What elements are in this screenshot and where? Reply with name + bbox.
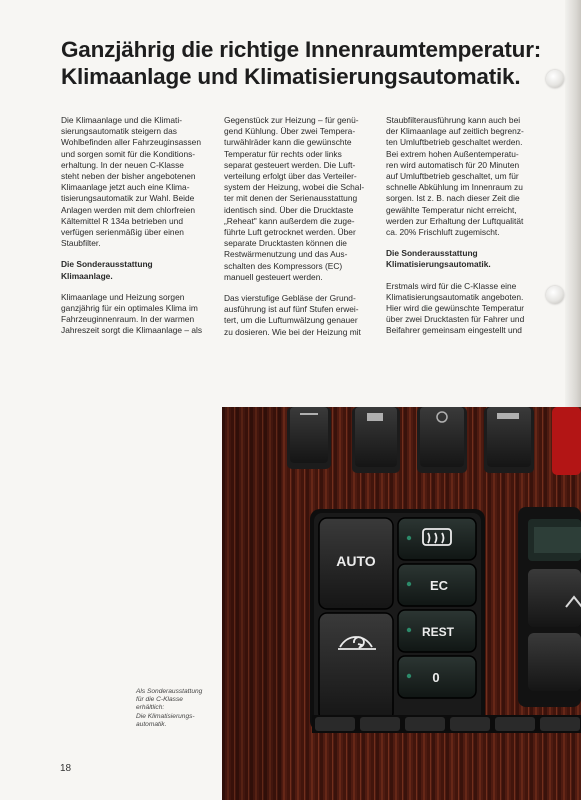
rest-button (398, 610, 476, 652)
text-line: Erstmals wird für die C-Klasse eine (386, 280, 517, 291)
binder-hole (546, 70, 564, 88)
headline-line: Ganzjährig die richtige Innenraumtemperatur: (61, 37, 542, 62)
text-line: Jahreszeit sorgt die Klimaanlage – als (61, 325, 203, 336)
text-line: tisierungsautomatik zur Wahl. Beide (61, 193, 195, 204)
text-line: manuell gesteuert werden. (224, 271, 323, 282)
text-line: Gegenstück zur Heizung – für genü- (224, 115, 359, 125)
text-line: werden zur Erhaltung der Luftqualität (386, 215, 524, 226)
text-line: separate Drucktasten können die (224, 238, 347, 249)
text-column-2 (224, 115, 384, 348)
text-line: Beifahrer gemeinsam eingestellt und (386, 325, 522, 336)
text-line: Klimaanlage und Heizung sorgen (61, 291, 185, 302)
text-line: Fahrzeuginnenraum. In der warmen (61, 314, 195, 325)
text-line: ca. 20% Frischluft zugemischt. (386, 227, 500, 238)
body-paragraph (224, 293, 384, 338)
text-line: Die Klimaanlage und die Klimati- (61, 115, 183, 125)
body-paragraph (61, 115, 221, 249)
text-line: gend Kühlung. Über zwei Tempera- (224, 126, 356, 137)
text-line: über zwei Drucktasten für Fahrer und (386, 314, 525, 325)
caption-line: automatik. (136, 720, 167, 728)
auto-button (319, 518, 393, 609)
text-line: Kältemittel R 134a betrieben und (61, 215, 183, 226)
body-paragraph (224, 115, 384, 283)
text-line: sorgen. Ist z. B. nach dieser Zeit die (386, 193, 520, 204)
text-line: turwählräder kann die gewünschte (224, 137, 352, 148)
text-line: Bei extrem hohen Außentemperatu- (386, 148, 519, 159)
text-line: tert, um die Luftumwälzung genauer (224, 315, 358, 326)
text-line: ten Umluftbetrieb geschaltet werden. (386, 137, 523, 148)
text-line: schnelle Abkühlung im Innenraum zu (386, 182, 523, 193)
text-line: Staubfilter. (61, 238, 101, 249)
text-column-1 (61, 115, 221, 347)
recirculation-button (319, 613, 393, 721)
text-line: ren wird automatisch für 20 Minuten (386, 159, 520, 170)
caption-line: erhältlich: (136, 704, 165, 712)
caption-line: Die Klimatisierungs- (136, 712, 195, 720)
caption-line: für die C-Klasse (136, 696, 183, 704)
body-paragraph (386, 281, 546, 337)
climate-control-photo (222, 407, 581, 800)
photo-caption (136, 688, 226, 729)
rest-label: REST (421, 625, 455, 639)
ec-button (398, 564, 476, 606)
body-paragraph (61, 292, 221, 337)
text-column-3 (386, 115, 546, 347)
headline-line: Klimaanlage und Klimatisierungsautomatik. (61, 64, 521, 89)
text-line: Klimaanlage jetzt auch eine Klima- (61, 182, 190, 193)
text-line: verfügen serienmäßig über einen (61, 227, 184, 238)
text-line: Hier wird die gewünschte Temperatur (386, 303, 525, 314)
bottom-switch-row (312, 715, 581, 733)
text-line: steht neben der bisher angebotenen (61, 171, 196, 182)
binder-hole (546, 286, 564, 304)
text-line: und sorgen somit für die Konditions- (61, 148, 196, 159)
headline (61, 36, 551, 90)
text-line: Die Sonderausstattung (386, 248, 478, 259)
text-line: Staubfilterausführung kann auch bei (386, 115, 521, 125)
rear-defrost-button (398, 518, 476, 560)
text-line: Klimatisierungsautomatik angeboten. (386, 291, 524, 302)
text-line: separat gesteuert werden. Die Luft- (224, 159, 356, 170)
right-control-panel (518, 507, 581, 707)
ec-label: EC (429, 578, 449, 593)
text-line: erhaltung. In der neuen C-Klasse (61, 159, 184, 170)
text-line: „Reheat" kann außerdem die zuge- (224, 215, 355, 226)
text-line: ganzjährig für ein optimales Klima im (61, 303, 198, 314)
text-line: gewählte Temperatur nicht erreicht, (386, 204, 517, 215)
text-line: ter mit denen der Serienausstattung (224, 193, 358, 204)
text-line: führte Luft getrocknet werden. Über (224, 227, 356, 238)
text-line: Wohlbefinden aller Fahrzeuginsassen (61, 137, 201, 148)
page-number: 18 (60, 763, 72, 774)
text-line: ausführung ist auf fünf Stufen erwei- (224, 304, 359, 315)
text-line: Das vierstufige Gebläse der Grund- (224, 293, 356, 304)
text-line: Die Sonderausstattung (61, 259, 153, 270)
auto-label: AUTO (336, 553, 376, 569)
text-line: Restwärmenutzung und das Aus- (224, 249, 348, 260)
body-paragraph (386, 115, 546, 238)
text-line: system der Heizung, wobei die Schal- (224, 182, 365, 193)
section-subheading (61, 259, 221, 281)
text-line: Klimaanlage. (61, 270, 113, 281)
text-line: auf Umluftbetrieb geschaltet, um für (386, 171, 519, 182)
text-line: Temperatur für rechts oder links (224, 148, 342, 159)
text-line: sierungsautomatik steigern das (61, 126, 177, 137)
section-subheading (386, 248, 546, 270)
text-line: zu dosieren. Wie bei der Heizung mit (224, 326, 361, 337)
text-line: identisch sind. Über die Drucktaste (224, 204, 354, 215)
text-line: Anlagen werden mit dem chlorfreien (61, 204, 196, 215)
text-line: Klimatisierungsautomatik. (386, 259, 491, 270)
text-line: verteilung erfolgt über das Verteiler- (224, 171, 357, 182)
text-line: der Klimaanlage auf zeitlich begrenz- (386, 126, 524, 137)
caption-line: Als Sonderausstattung (136, 688, 203, 695)
off-button (398, 656, 476, 698)
text-line: schalten des Kompressors (EC) (224, 260, 343, 271)
off-label: 0 (432, 670, 440, 685)
